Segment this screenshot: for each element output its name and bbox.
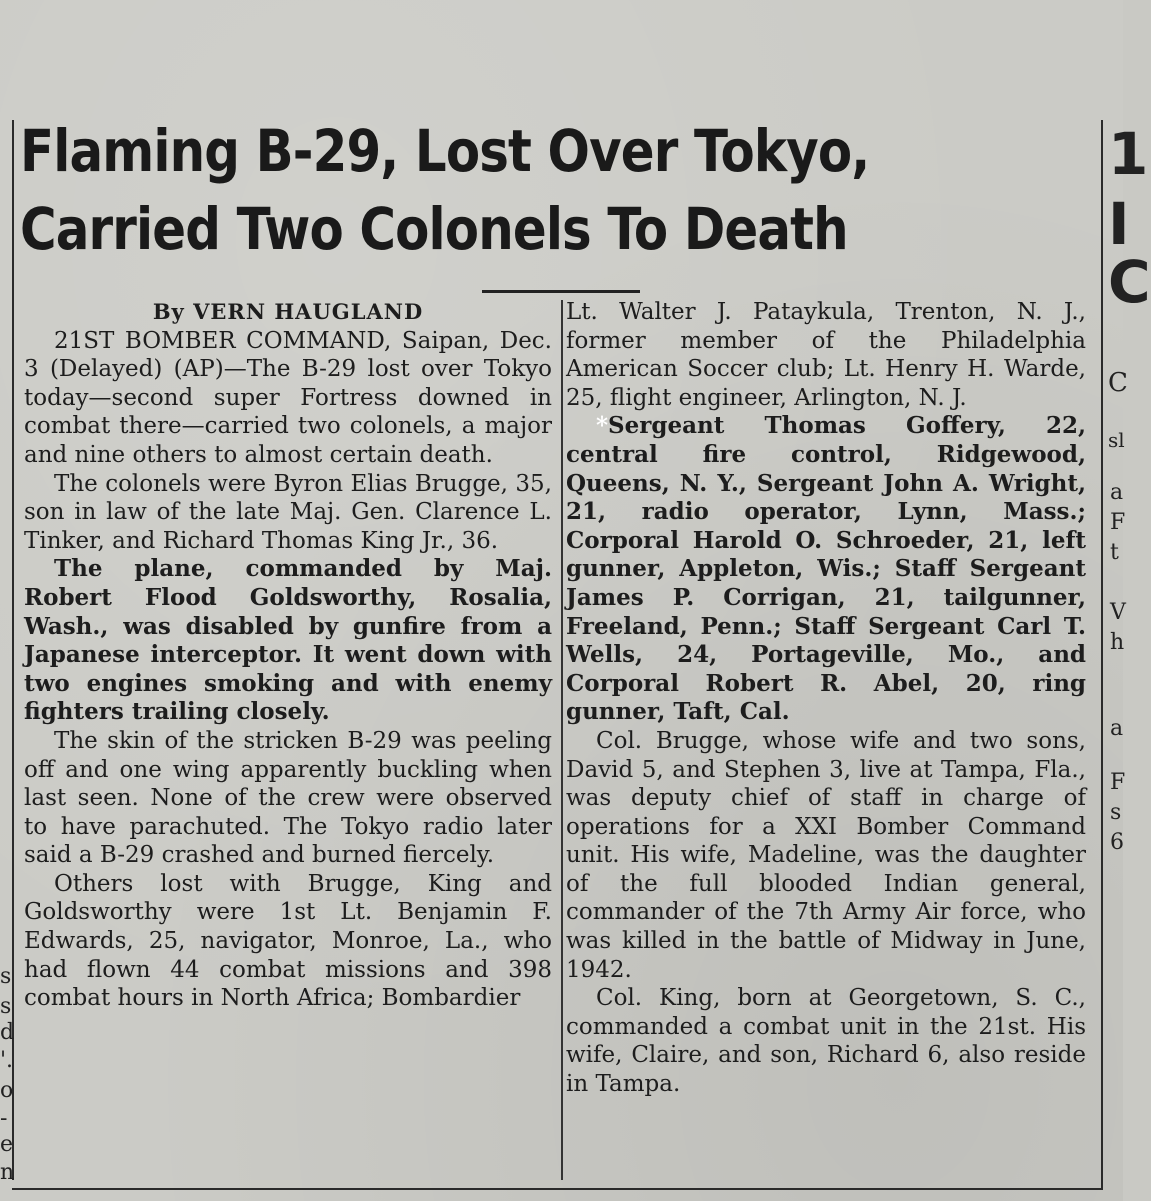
asterisk-mark: * (596, 412, 609, 440)
edge-fragment: F (1110, 770, 1126, 795)
edge-fragment: - (0, 1106, 8, 1131)
edge-fragment: '. (0, 1048, 14, 1073)
article-column-right (566, 298, 1086, 1099)
edge-fragment: n (0, 1160, 15, 1185)
edge-fragment: C (1108, 248, 1151, 316)
edge-fragment: sl (1108, 428, 1125, 452)
article-column-left (24, 298, 552, 1013)
edge-fragment: e (0, 1132, 14, 1157)
headline-divider (482, 290, 640, 293)
paragraph-king: Col. King, born at Georgetown, S. C., commanded a combat unit in the 21st. His wife, Claire, and son, Richard 6, also reside in Tampa. (566, 985, 1086, 1098)
headline-line-1: Flaming B-29, Lost Over Tokyo, (20, 117, 870, 185)
headline-line-2: Carried Two Colonels To Death (20, 195, 848, 263)
edge-fragment: d (0, 1020, 15, 1045)
edge-fragment: F (1110, 510, 1126, 535)
dateline-paragraph: 21ST BOMBER COMMAND, Saipan, Dec. 3 (Delayed) (AP)—The B-29 lost over Tokyo today—second super Fortress downed in combat there—carried two colonels, a major and nine others to almost certain death. (24, 327, 552, 468)
bottom-rule (12, 1188, 1103, 1190)
edge-fragment: V (1110, 600, 1126, 625)
edge-fragment: 6 (1110, 830, 1124, 855)
edge-fragment: C (1108, 368, 1128, 398)
edge-fragment: 1 (1108, 120, 1149, 188)
right-column-rule (1101, 120, 1103, 1190)
paragraph-colonels: The colonels were Byron Elias Brugge, 35, son in law of the late Maj. Gen. Clarence L. Tinker, and Richard Thomas King Jr., 36. (24, 470, 552, 554)
paragraph-pataykula: Lt. Walter J. Pataykula, Trenton, N. J., former member of the Philadelphia American Soccer club; Lt. Henry H. Warde, 25, flight engineer, Arlington, N. J. (566, 299, 1086, 411)
edge-fragment: o (0, 1078, 14, 1103)
center-column-rule (561, 300, 563, 1180)
paragraph-plane: The plane, commanded by Maj. Robert Flood Goldsworthy, Rosalia, Wash., was disabled by gunfire from a Japanese interceptor. It went down with two engines smoking and with enemy fighters trailing closely. (24, 555, 552, 726)
edge-fragment: s (0, 994, 12, 1019)
byline: By VERN HAUGLAND (152, 299, 424, 324)
edge-fragment: I (1108, 190, 1130, 258)
edge-fragment: s (1110, 800, 1122, 825)
edge-fragment: a (1110, 480, 1124, 505)
edge-fragment: a (1110, 716, 1124, 741)
headline (20, 112, 880, 268)
paragraph-brugge: Col. Brugge, whose wife and two sons, David 5, and Stephen 3, live at Tampa, Fla., was deputy chief of staff in charge of operations for a XXI Bomber Command unit. His wife, Madeline, was the daughter of the full blooded Indian general, commander of the 7th Army Air force, who was killed in the battle of Midway in June, 1942. (566, 727, 1086, 983)
paragraph-others-lost: Others lost with Brugge, King and Goldsworthy were 1st Lt. Benjamin F. Edwards, 25, navigator, Monroe, La., who had flown 44 combat missions and 398 combat hours in North Africa; Bombardier (24, 870, 552, 1012)
edge-fragment: h (1110, 630, 1125, 655)
paragraph-sergeants-text: Sergeant Thomas Goffery, 22, central fire control, Ridgewood, Queens, N. Y., Sergeant John A. Wright, 21, radio operator, Lynn, Mass.; Corporal Harold O. Schroeder, 21, left gunner, Appleton, Wis.; Staff Sergeant James P. Corrigan, 21, tailgunner, Freeland, Penn.; Staff Sergeant Carl T. Wells, 24, Portageville, Mo., and Corporal Robert R. Abel, 20, ring gunner, Taft, Cal. (566, 412, 1086, 726)
paragraph-skin: The skin of the stricken B-29 was peeling off and one wing apparently buckling when last seen. None of the crew were observed to have parachuted. The Tokyo radio later said a B-29 crashed and burned fiercely. (24, 727, 552, 869)
edge-fragment: s (0, 964, 12, 989)
edge-fragment: t (1110, 540, 1119, 565)
paragraph-sergeants (566, 412, 1086, 727)
